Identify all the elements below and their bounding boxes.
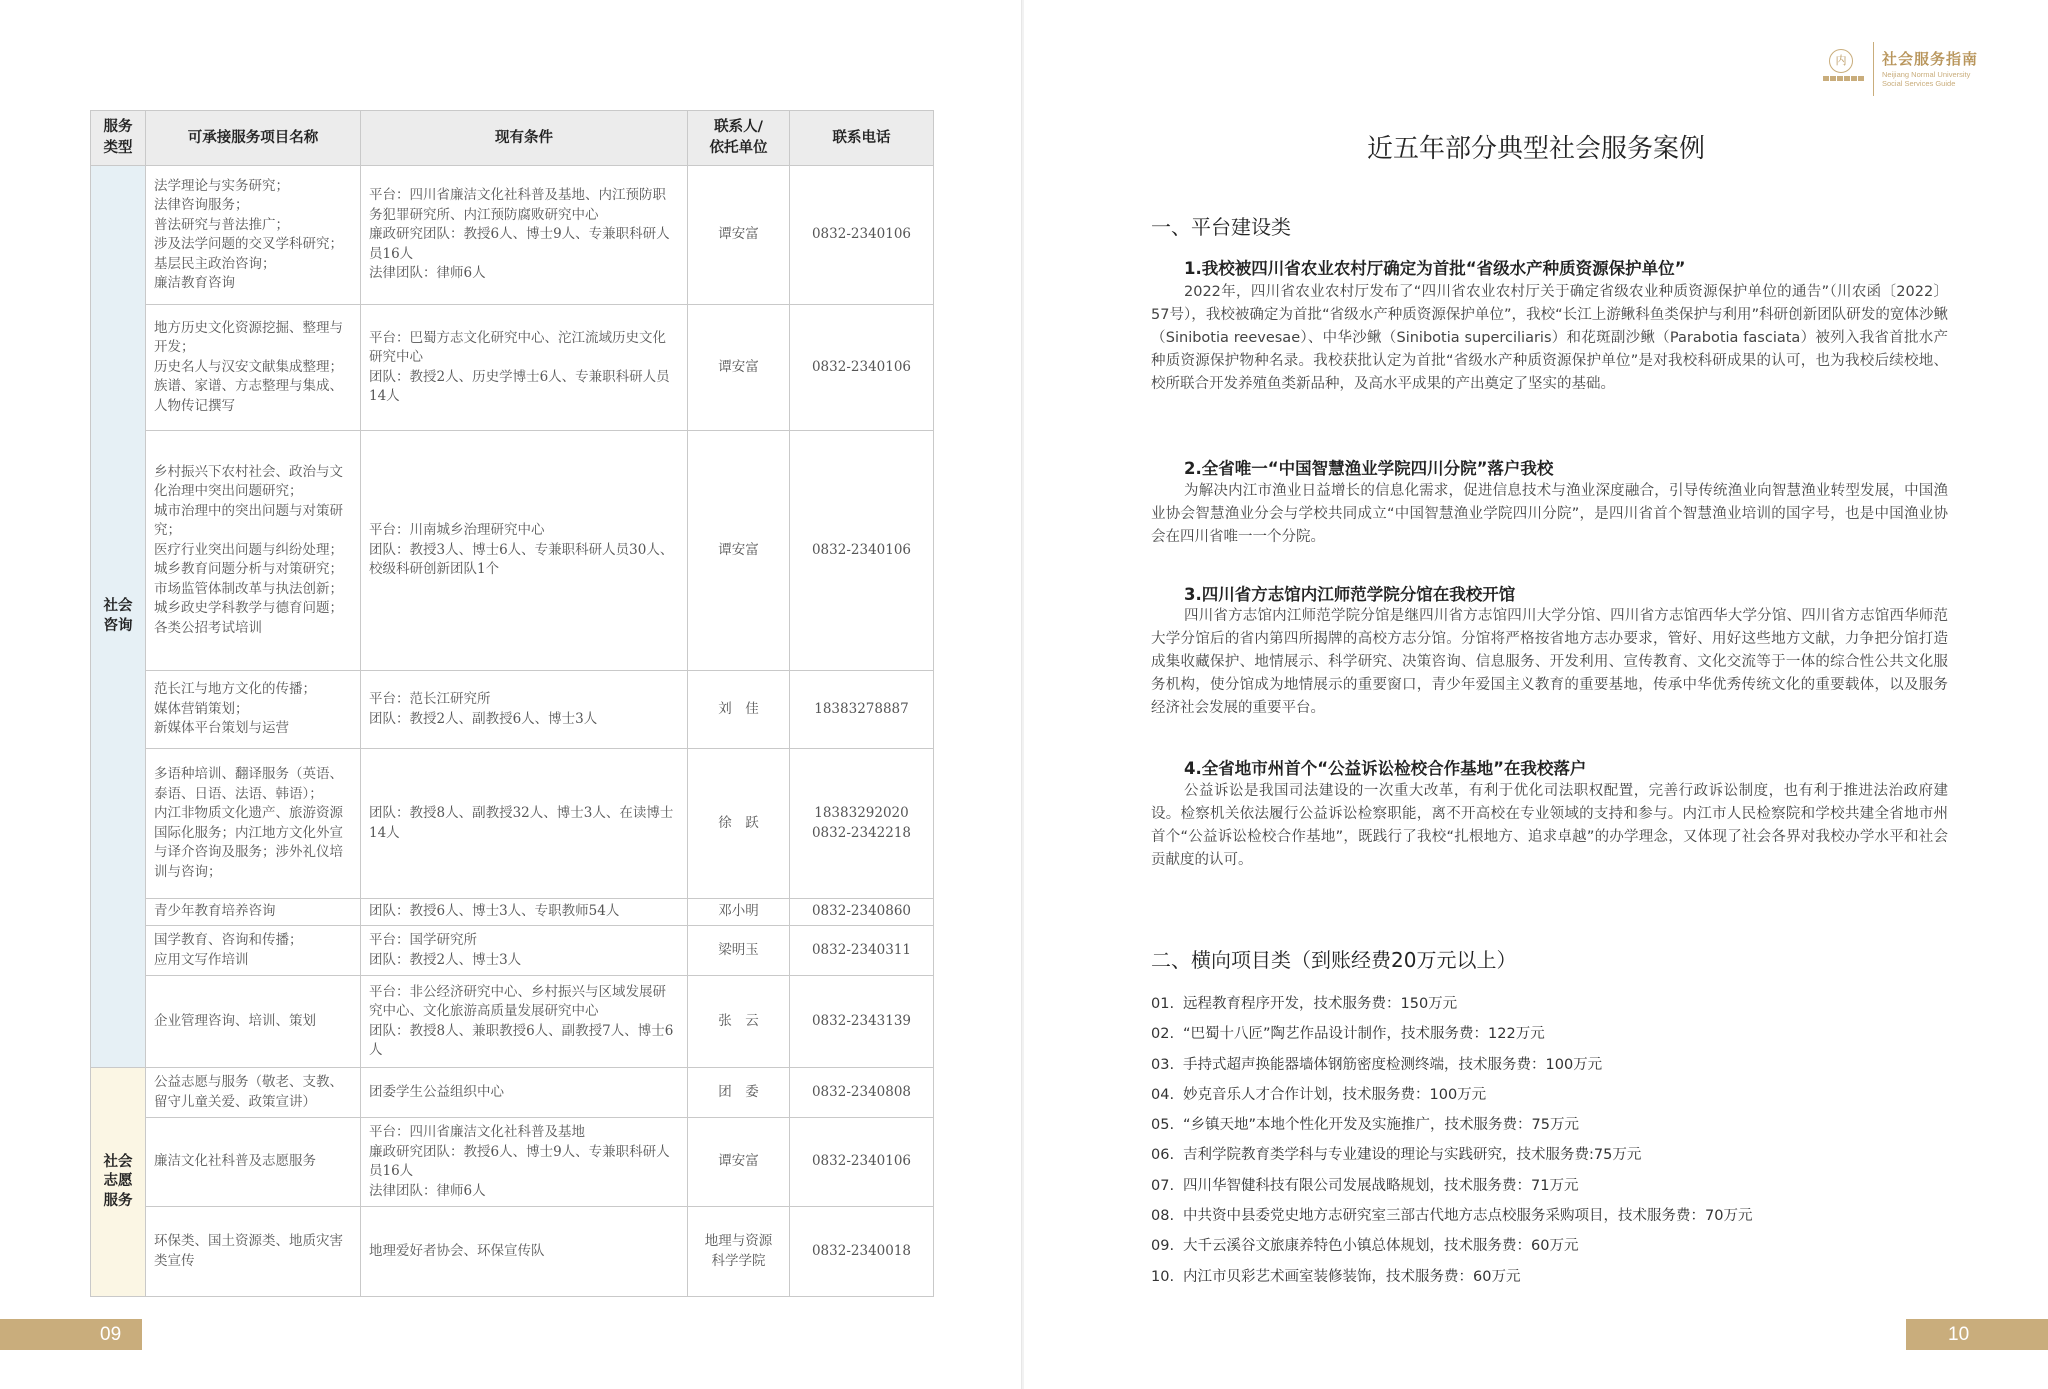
project-cell: 范长江与地方文化的传播； 媒体营销策划； 新媒体平台策划与运营 — [146, 671, 361, 749]
project-cell: 企业管理咨询、培训、策划 — [146, 976, 361, 1068]
project-text: 手持式超声换能器墙体钢筋密度检测终端，技术服务费：100万元 — [1183, 1056, 1603, 1073]
contact-cell: 邓小明 — [688, 899, 790, 926]
phone-cell: 18383278887 — [790, 671, 934, 749]
contact-cell: 团 委 — [688, 1068, 790, 1118]
project-text: 远程教育程序开发，技术服务费：150万元 — [1183, 996, 1458, 1012]
project-cell: 地方历史文化资源挖掘、整理与开发； 历史名人与汉安文献集成整理； 族谱、家谱、方志整理与集成、人物传记撰写 — [146, 305, 361, 431]
conditions-cell: 团队：教授8人、副教授32人、博士3人、在读博士14人 — [361, 749, 688, 899]
project-text: 四川华智健科技有限公司发展战略规划，技术服务费：71万元 — [1183, 1177, 1579, 1194]
conditions-cell: 平台：范长江研究所 团队：教授2人、副教授6人、博士3人 — [361, 671, 688, 749]
project-number: 10. — [1151, 1268, 1175, 1285]
project-number: 09. — [1151, 1238, 1175, 1255]
header-english-line1: Neijiang Normal University — [1882, 70, 1971, 79]
project-text: 中共资中县委党史地方志研究室三部古代地方志点校服务采购项目，技术服务费：70万元 — [1183, 1208, 1753, 1225]
table-row — [91, 166, 934, 305]
list-item — [1151, 1262, 1752, 1292]
table-row — [91, 926, 934, 976]
list-item — [1151, 1019, 1752, 1049]
contact-cell: 谭安富 — [688, 1118, 790, 1207]
project-number: 03. — [1151, 1056, 1175, 1073]
table-row — [91, 671, 934, 749]
phone-cell: 0832-2340018 — [790, 1207, 934, 1297]
conditions-cell: 平台：非公经济研究中心、乡村振兴与区域发展研究中心、文化旅游高质量发展研究中心 团队：教授8人、兼职教授6人、副教授7人、博士6人 — [361, 976, 688, 1068]
case-heading: 4.全省地市州首个“公益诉讼检校合作基地”在我校落户 — [1184, 759, 1587, 778]
case-heading: 3.四川省方志馆内江师范学院分馆在我校开馆 — [1184, 585, 1516, 604]
header-contact: 联系人/ 依托单位 — [688, 111, 790, 166]
project-text: 吉利学院教育类学科与专业建设的理论与实践研究，技术服务费:75万元 — [1183, 1147, 1642, 1164]
left-page — [0, 0, 1022, 1389]
list-item — [1151, 1171, 1752, 1201]
conditions-cell: 平台：国学研究所 团队：教授2人、博士3人 — [361, 926, 688, 976]
phone-cell: 0832-2340808 — [790, 1068, 934, 1118]
page-title: 近五年部分典型社会服务案例 — [1366, 134, 1705, 164]
contact-cell: 谭安富 — [688, 431, 790, 671]
case-body: 2022年，四川省农业农村厅发布了“四川省农业农村厅关于确定省级农业种质资源保护单位的通告”（川农函〔2022〕57号），我校被确定为首批“省级水产种质资源保护单位”，我校“长江上游鳅科鱼类保护与利用”科研创新团队研发的宽体沙鳅（Sinibotia reevesae）、中华沙鳅（Sinibotia superciliaris）和花斑副沙鳅（Parabotia fasciata）被列入我省首批水产种质资源保护物种名录。我校获批认定为首批“省级水产种质资源保护单位”是对我校科研成果的认可，也为我校后续校地、校所联合开发养殖鱼类新品种，及高水平成果的产出奠定了坚实的基础。 — [1151, 284, 1948, 392]
project-cell: 多语种培训、翻译服务（英语、泰语、日语、法语、韩语）； 内江非物质文化遗产、旅游资源国际化服务；内江地方文化外宣与译介咨询及服务；涉外礼仪培训与咨询； — [146, 749, 361, 899]
project-cell: 廉洁文化社科普及志愿服务 — [146, 1118, 361, 1207]
page-number-right: 10 — [1906, 1319, 2048, 1350]
list-item — [1151, 1231, 1752, 1261]
phone-cell: 0832-2340106 — [790, 166, 934, 305]
table-row — [91, 749, 934, 899]
conditions-cell: 团委学生公益组织中心 — [361, 1068, 688, 1118]
contact-cell: 张 云 — [688, 976, 790, 1068]
conditions-cell: 平台：巴蜀方志文化研究中心、沱江流域历史文化研究中心 团队：教授2人、历史学博士6人、专兼职科研人员14人 — [361, 305, 688, 431]
list-item — [1151, 1140, 1752, 1170]
header-phone: 联系电话 — [790, 111, 934, 166]
conditions-cell: 地理爱好者协会、环保宣传队 — [361, 1207, 688, 1297]
type-group-volunteer: 社会 志愿 服务 — [91, 1068, 146, 1297]
project-cell: 乡村振兴下农村社会、政治与文化治理中突出问题研究； 城市治理中的突出问题与对策研究； 医疗行业突出问题与纠纷处理； 城乡教育问题分析与对策研究； 市场监管体制改革与执法创新； 城乡政史学科教学与德育问题； 各类公招考试培训 — [146, 431, 361, 671]
contact-cell: 梁明玉 — [688, 926, 790, 976]
list-item — [1151, 1050, 1752, 1080]
table-row — [91, 1068, 934, 1118]
project-text: 大千云溪谷文旅康养特色小镇总体规划，技术服务费：60万元 — [1183, 1238, 1579, 1255]
project-number: 02. — [1151, 1026, 1175, 1043]
phone-cell: 0832-2340106 — [790, 305, 934, 431]
list-item — [1151, 989, 1752, 1019]
phone-cell: 0832-2343139 — [790, 976, 934, 1068]
header-service-type: 服务 类型 — [91, 111, 146, 166]
list-item — [1151, 1201, 1752, 1231]
header-conditions: 现有条件 — [361, 111, 688, 166]
phone-cell: 0832-2340860 — [790, 899, 934, 926]
contact-cell: 谭安富 — [688, 166, 790, 305]
case-body: 为解决内江市渔业日益增长的信息化需求，促进信息技术与渔业深度融合，引导传统渔业向智慧渔业转型发展，中国渔业协会智慧渔业分会与学校共同成立“中国智慧渔业学院四川分院”，是四川省首个智慧渔业培训的国字号，也是中国渔业协会在四川省唯一一个分院。 — [1151, 483, 1948, 545]
table-row — [91, 431, 934, 671]
conditions-cell: 平台：川南城乡治理研究中心 团队：教授3人、博士6人、专兼职科研人员30人、校级科研创新团队1个 — [361, 431, 688, 671]
section-heading-platform: 一、平台建设类 — [1151, 215, 1291, 239]
project-number: 01. — [1151, 996, 1175, 1012]
case-body: 四川省方志馆内江师范学院分馆是继四川省方志馆四川大学分馆、四川省方志馆西华大学分馆、四川省方志馆西华师范大学分馆后的省内第四所揭牌的高校方志分馆。分馆将严格按省地方志办要求，管好、用好这些地方文献，力争把分馆打造成集收藏保护、地情展示、科学研究、决策咨询、信息服务、开发利用、宣传教育、文化交流等于一体的综合性公共文化服务机构，使分馆成为地情展示的重要窗口，青少年爱国主义教育的重要基地，传承中华优秀传统文化的重要载体，以及服务经济社会发展的重要平台。 — [1151, 608, 1948, 716]
case-heading: 1.我校被四川省农业农村厅确定为首批“省级水产种质资源保护单位” — [1184, 259, 1686, 278]
table-row — [91, 899, 934, 926]
conditions-cell: 团队：教授6人、博士3人、专职教师54人 — [361, 899, 688, 926]
header-project-name: 可承接服务项目名称 — [146, 111, 361, 166]
project-number: 04. — [1151, 1086, 1175, 1103]
project-cell: 公益志愿与服务（敬老、支教、留守儿童关爱、政策宣讲） — [146, 1068, 361, 1118]
service-table — [90, 110, 934, 1297]
section-heading-projects: 二、横向项目类（到账经费20万元以上） — [1151, 948, 1517, 972]
project-number: 08. — [1151, 1208, 1175, 1225]
phone-cell: 0832-2340106 — [790, 431, 934, 671]
table-row — [91, 976, 934, 1068]
project-cell: 青少年教育培养咨询 — [146, 899, 361, 926]
list-item — [1151, 1080, 1752, 1110]
conditions-cell: 平台：四川省廉洁文化社科普及基地、内江预防职务犯罪研究所、内江预防腐败研究中心 廉政研究团队：教授6人、博士9人、专兼职科研人员16人 法律团队：律师6人 — [361, 166, 688, 305]
project-text: 内江市贝彩艺术画室装修装饰，技术服务费：60万元 — [1183, 1268, 1521, 1285]
list-item — [1151, 1110, 1752, 1140]
school-seal-icon: 内 — [1829, 49, 1853, 73]
header-guide-title: 社会服务指南 — [1882, 50, 1979, 68]
case-body: 公益诉讼是我国司法建设的一次重大改革，有利于优化司法职权配置，完善行政诉讼制度，也有利于推进法治政府建设。检察机关依法履行公益诉讼检察职能，离不开高校在专业领域的支持和参与。内江市人民检察院和学校共建全省地市州首个“公益诉讼检校合作基地”，既践行了我校“扎根地方、追求卓越”的办学理念，又体现了社会各界对我校办学水平和社会贡献度的认可。 — [1151, 783, 1948, 868]
table-row — [91, 1118, 934, 1207]
table-row — [91, 1207, 934, 1297]
table-row — [91, 305, 934, 431]
phone-cell: 0832-2340106 — [790, 1118, 934, 1207]
page-number-left: 09 — [0, 1319, 142, 1350]
project-cell: 环保类、国土资源类、地质灾害类宣传 — [146, 1207, 361, 1297]
contact-cell: 刘 佳 — [688, 671, 790, 749]
project-cell: 国学教育、咨询和传播； 应用文写作培训 — [146, 926, 361, 976]
project-text: 妙克音乐人才合作计划，技术服务费：100万元 — [1183, 1086, 1487, 1103]
project-cell: 法学理论与实务研究； 法律咨询服务； 普法研究与普法推广； 涉及法学问题的交叉学科研究； 基层民主政治咨询； 廉洁教育咨询 — [146, 166, 361, 305]
phone-cell: 0832-2340311 — [790, 926, 934, 976]
contact-cell: 徐 跃 — [688, 749, 790, 899]
project-text: “巴蜀十八匠”陶艺作品设计制作，技术服务费：122万元 — [1183, 1026, 1545, 1043]
phone-cell: 18383292020 0832-2342218 — [790, 749, 934, 899]
project-number: 06. — [1151, 1147, 1175, 1164]
contact-cell: 谭安富 — [688, 305, 790, 431]
project-number: 07. — [1151, 1177, 1175, 1194]
table-header-row — [91, 111, 934, 166]
case-heading: 2.全省唯一“中国智慧渔业学院四川分院”落户我校 — [1184, 459, 1554, 478]
contact-cell: 地理与资源 科学学院 — [688, 1207, 790, 1297]
project-list — [1151, 989, 1752, 1292]
school-name-logo-icon — [1823, 74, 1867, 82]
type-group-consult: 社会 咨询 — [91, 166, 146, 1068]
header-divider — [1873, 42, 1874, 96]
conditions-cell: 平台：四川省廉洁文化社科普及基地 廉政研究团队：教授6人、博士9人、专兼职科研人员16人 法律团队：律师6人 — [361, 1118, 688, 1207]
project-text: “乡镇天地”本地个性化开发及实施推广，技术服务费：75万元 — [1183, 1117, 1579, 1134]
project-number: 05. — [1151, 1117, 1175, 1134]
header-english-line2: Social Services Guide — [1882, 79, 1956, 88]
